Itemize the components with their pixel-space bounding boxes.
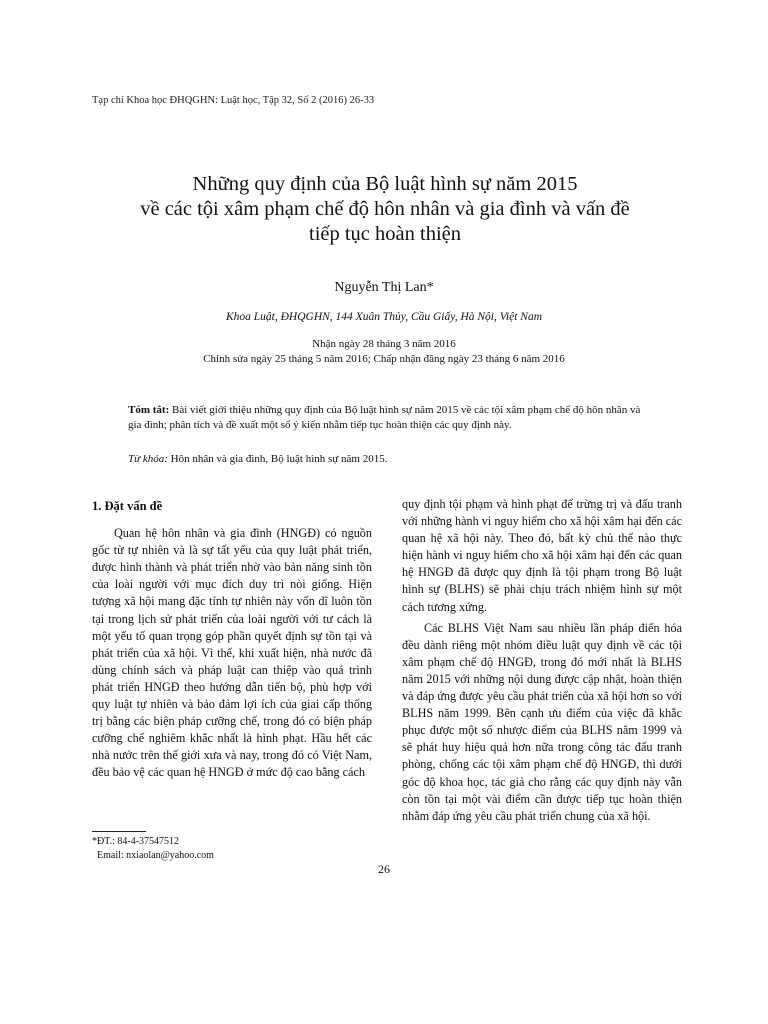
- title-line: về các tội xâm phạm chế độ hôn nhân và gia đình và vấn đề: [140, 198, 630, 220]
- body-paragraph: Quan hệ hôn nhân và gia đình (HNGĐ) có nguồn gốc từ tự nhiên và là sự tất yếu của quy luật phát triển, được hình thành và phát triển nhờ vào bản năng sinh tồn của loài người với mục đích duy trì nòi giống. Hiện tượng xã hội mang đặc tính tự nhiên này vốn dĩ luôn tồn tại trong lịch sử phát triển của loài người với tư cách là một yếu tố quan trọng góp phần quyết định sự tồn tại và phát triển của xã hội. Vì thế, khi xuất hiện, nhà nước đã dùng chính sách và pháp luật can thiệp vào quá trình phát triển HNGĐ theo hướng dẫn tiến bộ, phù hợp với quy luật tự nhiên và bảo đảm lợi ích của giai cấp thống trị bằng các biện pháp cưỡng chế, trong đó có biện pháp cưỡng chế nghiêm khắc nhất là hình phạt. Hầu hết các nhà nước trên thế giới xưa và nay, trong đó có Việt Nam, đều bảo vệ các quan hệ HNGĐ ở mức độ cao bằng cách: [92, 526, 372, 780]
- title-line: tiếp tục hoàn thiện: [309, 223, 461, 245]
- abstract-text: Bài viết giới thiệu những quy định của Bộ luật hình sự năm 2015 về các tội xâm phạm chế độ hôn nhân và gia đình; phân tích và đề xuất một số ý kiến nhằm tiếp tục hoàn thiện các quy định này.: [128, 404, 641, 431]
- abstract-label: Tóm tắt:: [128, 404, 170, 416]
- footnote-divider: [92, 831, 146, 832]
- footnote-email: Email: nxiaolan@yahoo.com: [97, 850, 214, 861]
- article-title: [60, 172, 710, 247]
- body-paragraph: Các BLHS Việt Nam sau nhiều lần pháp điển hóa đều dành riêng một nhóm điều luật quy định về các tội xâm phạm chế độ HNGĐ, trong đó mới nhất là BLHS năm 2015 với những nội dung được cập nhật, hoàn thiện và đáp ứng được yêu cầu phát triển của xã hội hơn so với BLHS năm 1999. Bên cạnh ưu điểm của việc đã khắc phục được một số nhược điểm của BLHS năm 1999 và sẽ phát huy hiệu quả hơn nữa trong công tác đấu tranh phòng, chống các tội xâm phạm chế độ HNGĐ, thì dưới góc độ khoa học, tác giả cho rằng các quy định này vẫn còn tồn tại một vài điểm cần được tiếp tục hoàn thiện nhằm đáp ứng yêu cầu phát triển chung của xã hội.: [402, 620, 682, 823]
- footnote-phone: *ĐT.: 84-4-37547512: [92, 836, 180, 847]
- left-column: [92, 498, 372, 782]
- keywords: [128, 453, 648, 465]
- author-affiliation: Khoa Luật, ĐHQGHN, 144 Xuân Thủy, Cầu Giấy, Hà Nội, Việt Nam: [225, 311, 543, 323]
- section-heading: 1. Đặt vấn đề: [92, 499, 163, 513]
- article-dates: [0, 337, 768, 366]
- title-line: Những quy định của Bộ luật hình sự năm 2015: [192, 173, 578, 195]
- received-date: Nhận ngày 28 tháng 3 năm 2016: [312, 338, 456, 350]
- author-name: Nguyễn Thị Lan*: [334, 280, 434, 295]
- keywords-text: Hôn nhân và gia đình, Bộ luật hình sự năm 2015.: [167, 453, 388, 465]
- footnote: [92, 835, 214, 863]
- keywords-label: Từ khóa:: [128, 453, 168, 465]
- revised-accepted-date: Chỉnh sửa ngày 25 tháng 5 năm 2016; Chấp nhận đăng ngày 23 tháng 6 năm 2016: [203, 352, 565, 365]
- right-column: [402, 496, 682, 825]
- journal-citation: Tạp chí Khoa học ĐHQGHN: Luật học, Tập 32, Số 2 (2016) 26-33: [92, 95, 375, 106]
- page-number: 26: [378, 862, 390, 876]
- abstract: [128, 403, 648, 432]
- body-paragraph: quy định tội phạm và hình phạt để trừng trị và đấu tranh với những hành vi nguy hiểm cho xã hội xâm hại đến các quan hệ xã hội này. Theo đó, bất kỳ chủ thể nào thực hiện hành vi nguy hiểm cho xã hội xâm hại đến các quan hệ HNGĐ đã được quy định là tội phạm trong Bộ luật hình sự (BLHS) sẽ phải chịu trách nhiệm hình sự một cách tương xứng.: [402, 497, 682, 614]
